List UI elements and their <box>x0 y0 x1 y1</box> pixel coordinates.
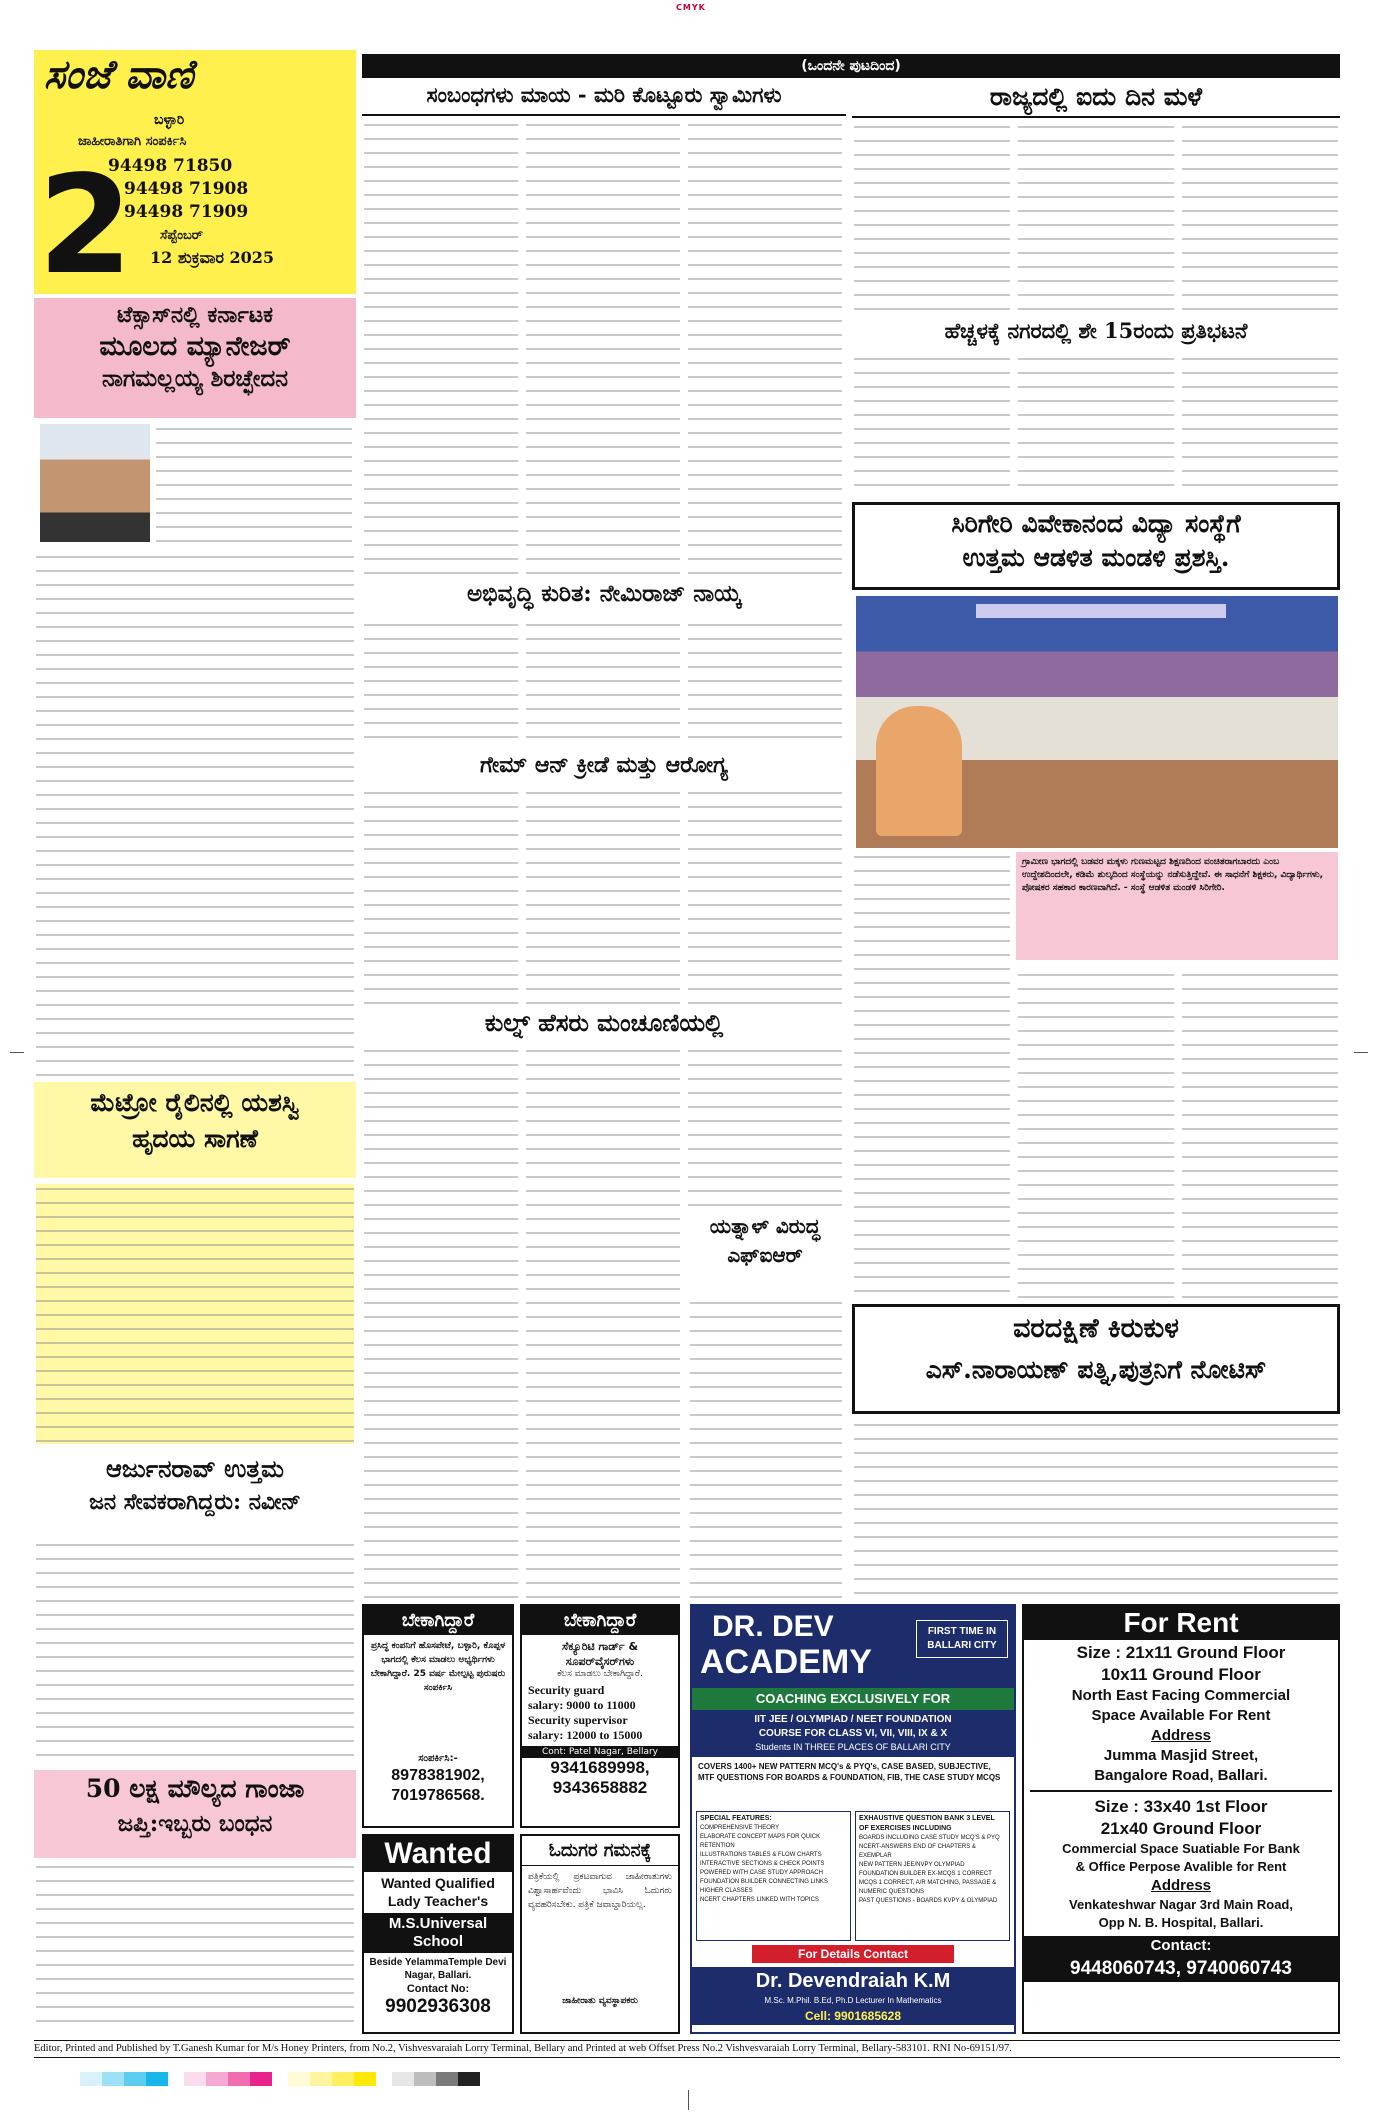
yathnal-headline-line-2: ಎಫ್‌ಐಆರ್ <box>727 1243 803 1267</box>
ad-academy-course-2: COURSE FOR CLASS VI, VII, VIII, IX & X <box>758 1728 948 1739</box>
masthead-phone-3: 94498 71909 <box>124 202 249 222</box>
ad-job-contact-label: ಸಂಪರ್ಕಿಸಿ:- <box>418 1753 458 1764</box>
ad-academy-lists <box>692 1811 1014 1941</box>
ad-academy-name-1: DR. DEV <box>712 1610 834 1643</box>
metro-body <box>36 1184 354 1444</box>
ad-security-phone-1: 9341689998, <box>550 1758 650 1777</box>
texas-portrait-photo <box>40 424 150 542</box>
ganja-headline-line-2: ಜಪ್ತಿ:ಇಬ್ಬರು ಬಂಧನ <box>117 1810 273 1838</box>
ad-academy-header <box>692 1606 1014 1688</box>
crop-mark-left <box>10 1052 24 1053</box>
cyan-swatches <box>80 2072 168 2086</box>
yellow-swatches <box>288 2072 376 2086</box>
swamiji-headline: ಸಂಬಂಧಗಳು ಮಾಯ - ಮರಿ ಕೊಟ್ಟೂರು ಸ್ವಾಮಿಗಳು <box>426 82 782 107</box>
ad-rent-address-label: Address <box>1150 1727 1212 1744</box>
masthead-phone-2: 94498 71908 <box>124 179 249 199</box>
ad-rent-address-3: Venkateshwar Nagar 3rd Main Road, <box>1069 1897 1293 1912</box>
protest-headline: ಹೆಚ್ಚಳಕ್ಕೆ ನಗರದಲ್ಲಿ ಶೇ 15ರಂದು ಪ್ರತಿಭಟನೆ <box>944 318 1248 343</box>
ad-readers-notice <box>520 1834 680 2034</box>
ad-job-phones: 8978381902, 7019786568. <box>391 1767 485 1804</box>
sirigeri-quote-box: ಗ್ರಾಮೀಣ ಭಾಗದಲ್ಲಿ ಬಡವರ ಮಕ್ಕಳು ಗುಣಮಟ್ಟದ ಶಿಕ್ಷಣದಿಂದ ವಂಚಿತರಾಗಬಾರದು ಎಂಬ ಉದ್ದೇಶದಿಂದಲೇ, ಕಡಿಮೆ ಶುಲ್ಕದಿಂದ ಸಂಸ್ಥೆಯನ್ನು ನಡೆಸುತ್ತಿದ್ದೇವೆ. ಈ ಸಾಧನೆಗೆ ಶಿಕ್ಷಕರು, ವಿದ್ಯಾರ್ಥಿಗಳು, ಪೋಷಕರ ಸಹಕಾರ ಕಾರಣವಾಗಿದೆ. - ಸಂಸ್ಥೆ ಆಡಳಿತ ಮಂಡಳಿ ಸಿರಿಗೇರಿ. <box>1016 852 1338 960</box>
ad-security-title: ಬೇಕಾಗಿದ್ದಾರೆ <box>522 1606 678 1635</box>
sirigeri-headline <box>852 502 1340 590</box>
ad-academy-person: Dr. Devendraiah K.M <box>692 1967 1014 1995</box>
black-swatches <box>392 2072 480 2086</box>
ad-academy-course-1: IIT JEE / OLYMPIAD / NEET FOUNDATION <box>754 1714 952 1725</box>
masthead-month: ಸೆಪ್ಟೆಂಬರ್ <box>160 228 203 243</box>
ad-academy-bank-item: PAST QUESTIONS - BOARDS KVPY & OLYMPIAD <box>859 1898 998 1904</box>
ad-job-wanted <box>362 1604 514 1828</box>
texas-headline <box>34 298 356 418</box>
ad-security-subtitle: ಸೆಕ್ಯೂರಿಟಿ ಗಾರ್ಡ್ & ಸೂಪರ್‌ವೈಸರ್‌ಗಳು <box>561 1640 639 1668</box>
masthead-phone-1: 94498 71850 <box>108 156 233 176</box>
swamiji-body-col-2 <box>526 120 680 576</box>
protest-body-col-2 <box>1018 354 1174 494</box>
sirigeri-body-col-3 <box>1182 970 1338 1298</box>
ad-school-address: Beside YelammaTemple Devi Nagar, Ballari. <box>369 1957 507 1981</box>
ad-school-phone: 9902936308 <box>385 1996 491 2017</box>
rain-rule <box>852 116 1340 118</box>
ad-security-line-1: Security guard <box>528 1683 605 1697</box>
sirigeri-award-photo <box>856 596 1338 848</box>
ad-readers-sign: ಜಾಹೀರಾತು ವ್ಯವಸ್ಥಾಪಕರು <box>562 1996 638 2006</box>
ad-academy-qual: M.Sc. M.Phil. B.Ed, Ph.D Lecturer In Mathematics <box>692 1995 1014 2007</box>
yathnal-headline-line-1: ಯತ್ನಾಳ್ ವಿರುದ್ಧ <box>709 1214 821 1238</box>
ad-rent-size-1: Size : 21x11 Ground Floor <box>1076 1643 1286 1662</box>
ad-security-phone-2: 9343658882 <box>552 1778 648 1797</box>
kurnool-headline: ಕುಲ್ನ್ ಹೆಸರು ಮಂಚೂಣಿಯಲ್ಲಿ <box>484 1008 724 1037</box>
ad-academy-name-2: ACADEMY <box>700 1643 872 1681</box>
ad-rent-address-label-2: Address <box>1150 1877 1212 1894</box>
ad-security <box>520 1604 680 1828</box>
ad-academy-feature: HIGHER CLASSES <box>700 1888 753 1894</box>
ad-school-line-1: Wanted Qualified <box>381 1875 495 1891</box>
arjunrao-body <box>36 1540 354 1764</box>
masthead-page-number: 2 <box>38 147 133 294</box>
ad-rent-address-2: Bangalore Road, Ballari. <box>1094 1767 1268 1784</box>
ad-academy-bank-item: BOARDS INCLUDING CASE STUDY MCQ'S & PYQ <box>859 1835 1000 1841</box>
ad-rent-title: For Rent <box>1024 1606 1338 1640</box>
texas-body-2 <box>36 552 354 1076</box>
texas-headline-line-2: ಮೂಲದ ಮ್ಯಾನೇಜರ್ <box>99 331 291 363</box>
ad-academy-bank-item: FOUNDATION BUILDER EX-MCQS 1 CORRECT <box>859 1871 992 1877</box>
sirigeri-headline-line-2: ಉತ್ತಮ ಆಡಳಿತ ಮಂಡಳಿ ಪ್ರಶಸ್ತಿ. <box>962 543 1230 573</box>
ad-rent-size-3: Size : 33x40 1st Floor <box>1094 1797 1268 1816</box>
ad-rent-desc-2: Space Available For Rent <box>1091 1707 1271 1724</box>
sirigeri-body-col-2 <box>1018 970 1174 1298</box>
nemiraj-body-col-1 <box>364 620 518 750</box>
texas-headline-line-3: ನಾಗಮಲ್ಲಯ್ಯ ಶಿರಚ್ಛೇದನ <box>101 365 289 393</box>
ganja-headline-line-1: 50 ಲಕ್ಷ ಮೌಲ್ಯದ ಗಾಂಜಾ <box>85 1774 305 1803</box>
ad-academy-bank-item: MCQS 1 CORRECT, A/R MATCHING, PASSAGE & NUMERIC QUESTIONS <box>859 1880 997 1895</box>
ad-rent-desc-3: Commercial Space Suatiable For Bank <box>1062 1841 1300 1856</box>
nemiraj-body-col-2 <box>526 620 680 750</box>
rain-body-col-1 <box>854 122 1010 318</box>
rain-body-col-2 <box>1018 122 1174 318</box>
ad-academy-bank-item: NEW PATTERN JEE/NVPY OLYMPIAD <box>859 1862 965 1868</box>
ad-academy-feature: NCERT CHAPTERS LINKED WITH TOPICS <box>700 1897 819 1903</box>
magenta-swatches <box>184 2072 272 2086</box>
ad-academy-bank-item: NCERT-ANSWERS END OF CHAPTERS & EXEMPLAR <box>859 1844 976 1859</box>
ad-academy-badge: FIRST TIME IN BALLARI CITY <box>916 1620 1008 1658</box>
masthead-city: ಬಳ್ಳಾರಿ <box>154 112 185 128</box>
ad-rent-desc-4: & Office Perpose Avalible for Rent <box>1075 1859 1287 1874</box>
kurnool-body-col-2 <box>526 1046 680 1598</box>
ad-academy-cell: Cell: 9901685628 <box>692 2007 1014 2025</box>
metro-headline-line-2: ಹೃದಯ ಸಾಗಣೆ <box>132 1124 258 1154</box>
rain-body-col-3 <box>1182 122 1338 318</box>
ad-academy-bank-label: EXHAUSTIVE QUESTION BANK 3 LEVEL OF EXERCISES INCLUDING <box>859 1815 995 1832</box>
ad-rent-desc-1: North East Facing Commercial <box>1071 1687 1291 1704</box>
section-label-bar: (ಒಂದನೇ ಪುಟದಿಂದ) <box>362 54 1340 78</box>
notice-headline <box>852 1304 1340 1414</box>
masthead <box>34 50 356 294</box>
metro-headline <box>34 1082 356 1178</box>
ad-school-contact-label: Contact No: <box>406 1983 470 1995</box>
game-body-col-1 <box>364 788 518 1008</box>
ad-academy <box>690 1604 1016 2034</box>
swamiji-rule <box>362 114 846 116</box>
texas-headline-line-1: ಟೆಕ್ಸಾಸ್‌ನಲ್ಲಿ ಕರ್ನಾಟಕ <box>117 302 273 328</box>
ad-rent-size-2: 10x11 Ground Floor <box>1101 1665 1261 1684</box>
arjunrao-headline-line-1: ಆರ್ಜುನರಾವ್ ಉತ್ತಮ <box>106 1454 284 1483</box>
yathnal-headline <box>688 1212 842 1292</box>
ad-readers-title: ಓದುಗರ ಗಮನಕ್ಕೆ <box>522 1836 678 1866</box>
sirigeri-headline-line-1: ಸಿರಿಗೇರಿ ವಿವೇಕಾನಂದ ವಿದ್ಯಾ ಸಂಸ್ಥೆಗೆ <box>951 509 1241 538</box>
ad-academy-bank <box>855 1811 1010 1941</box>
kurnool-body-col-3 <box>688 1046 842 1206</box>
arjunrao-headline <box>34 1450 356 1534</box>
ad-for-rent <box>1022 1604 1340 2034</box>
nemiraj-headline: ಅಭಿವೃದ್ಧಿ ಕುರಿತ: ನೇಮಿರಾಜ್ ನಾಯ್ಕ <box>466 580 741 607</box>
ad-academy-feature: INTERACTIVE SECTIONS & CHECK POINTS <box>700 1861 825 1867</box>
ad-security-subtitle-2: ಕೆಲಸ ಮಾಡಲು ಬೇಕಾಗಿದ್ದಾರೆ. <box>557 1669 643 1679</box>
game-body-col-3 <box>688 788 842 1008</box>
kurnool-body-col-1 <box>364 1046 518 1598</box>
texas-body-1 <box>156 424 352 550</box>
ad-security-line-2: salary: 9000 to 11000 <box>528 1698 636 1712</box>
game-headline: ಗೇಮ್ ಆನ್ ಕ್ರೀಡೆ ಮತ್ತು ಆರೋಗ್ಯ <box>480 752 728 778</box>
swamiji-body-col-1 <box>364 120 518 576</box>
ad-job-text: ಪ್ರಸಿದ್ಧ ಕಂಪನಿಗೆ ಹೊಸಪೇಟೆ, ಬಳ್ಳಾರಿ, ಕೊಪ್ಪಳ ಭಾಗದಲ್ಲಿ ಕೆಲಸ ಮಾಡಲು ಅಭ್ಯರ್ಥಿಗಳು ಬೇಕಾಗಿದ್ದಾರೆ. 25 ವರ್ಷ ಮೇಲ್ಪಟ್ಟ ಪುರುಷರು ಸಂಪರ್ಕಿಸಿ <box>370 1641 506 1693</box>
masthead-date: 12 ಶುಕ್ರವಾರ 2025 <box>150 248 275 267</box>
ad-rent-phones: 9448060743, 9740060743 <box>1024 1956 1338 1982</box>
ganja-body <box>36 1862 354 2034</box>
ad-readers-text: ಪತ್ರಿಕೆಯಲ್ಲಿ ಪ್ರಕಟವಾಗುವ ಜಾಹೀರಾತುಗಳು ವಿಶ್ವಾಸಾರ್ಹವೆಂದು ಭಾವಿಸಿ ಓದುಗರು ವ್ಯವಹರಿಸಬೇಕು. ಪತ್ರಿಕೆ ಜವಾಬ್ದಾರಿಯಲ್ಲ. <box>528 1872 672 1910</box>
cmyk-marker: CMYK <box>676 3 706 12</box>
ad-rent-size-4: 21x40 Ground Floor <box>1100 1819 1262 1838</box>
yathnal-body <box>690 1298 842 1598</box>
sirigeri-photo-banner <box>976 604 1226 618</box>
color-registration-bar <box>80 2072 680 2086</box>
protest-body-col-1 <box>854 354 1010 494</box>
ad-academy-feature: ELABORATE CONCEPT MAPS FOR QUICK RETENTION <box>700 1834 821 1849</box>
ad-security-line-3: Security supervisor <box>528 1713 628 1727</box>
nemiraj-body-col-3 <box>688 620 842 750</box>
sirigeri-body-col-1 <box>854 852 1010 1298</box>
ad-rent-contact-label: Contact: <box>1024 1936 1338 1956</box>
ad-academy-courses <box>692 1710 1014 1757</box>
ad-academy-feature: COMPREHENSIVE THEORY <box>700 1825 780 1831</box>
ad-rent-address-1: Jumma Masjid Street, <box>1103 1747 1259 1764</box>
ad-school-name: M.S.Universal School <box>364 1913 512 1953</box>
notice-body <box>854 1420 1338 1596</box>
notice-headline-line-2: ಎಸ್.ನಾರಾಯಣ್ ಪತ್ನಿ,ಪುತ್ರನಿಗೆ ನೋಟಿಸ್ <box>925 1355 1267 1385</box>
ad-rent-divider <box>1030 1790 1332 1792</box>
crop-mark-right <box>1354 1052 1368 1053</box>
ad-rent-address-4: Opp N. B. Hospital, Ballari. <box>1098 1915 1264 1930</box>
notice-headline-line-1: ವರದಕ್ಷಿಣೆ ಕಿರುಕುಳ <box>1013 1313 1179 1344</box>
sirigeri-photo-portrait <box>876 706 962 836</box>
ad-academy-feature: POWERED WITH CASE STUDY APPROACH <box>700 1870 823 1876</box>
ad-job-title: ಬೇಕಾಗಿದ್ದಾರೆ <box>364 1606 512 1635</box>
ad-academy-feature: FOUNDATION BUILDER CONNECTING LINKS <box>700 1879 828 1885</box>
crop-mark-bottom <box>688 2090 689 2110</box>
ad-school-title: Wanted <box>364 1836 512 1872</box>
rain-headline: ರಾಜ್ಯದಲ್ಲಿ ಐದು ದಿನ ಮಳೆ <box>989 82 1203 111</box>
ad-academy-ribbon: COACHING EXCLUSIVELY FOR <box>692 1688 1014 1710</box>
masthead-contact-label: ಜಾಹೀರಾತಿಗಾಗಿ ಸಂಪರ್ಕಿಸಿ <box>78 134 187 149</box>
game-body-col-2 <box>526 788 680 1008</box>
footer-imprint: Editor, Printed and Published by T.Ganesh Kumar for M/s Honey Printers, from No.2, Vishvesvaraiah Lorry Terminal, Bellary and Printed at web Offset Press No.2 Vishvesvaraiah Lorry Terminal, Bellary-583101. RNI No-69151/97. <box>34 2040 1340 2058</box>
ad-academy-details: For Details Contact <box>752 1945 954 1963</box>
ganja-headline <box>34 1770 356 1858</box>
metro-headline-line-1: ಮೆಟ್ರೋ ರೈಲಿನಲ್ಲಿ ಯಶಸ್ವಿ <box>90 1088 300 1117</box>
ad-school-line-2: Lady Teacher's <box>387 1893 489 1909</box>
ad-school <box>362 1834 514 2034</box>
arjunrao-headline-line-2: ಜನ ಸೇವಕರಾಗಿದ್ದರು: ನವೀನ್ <box>89 1489 301 1516</box>
masthead-title: ಸಂಜೆ ವಾಣಿ <box>44 51 194 98</box>
ad-academy-features <box>696 1811 851 1941</box>
ad-academy-features-label: SPECIAL FEATURES: <box>700 1815 772 1822</box>
ad-academy-course-3: Students IN THREE PLACES OF BALLARI CITY <box>755 1742 951 1752</box>
ad-security-line-4: salary: 12000 to 15000 <box>528 1728 643 1742</box>
protest-body-col-3 <box>1182 354 1338 494</box>
ad-security-contact: Cont: Patel Nagar, Bellary <box>522 1746 678 1758</box>
ad-academy-covers: COVERS 1400+ NEW PATTERN MCQ's & PYQ's, CASE BASED, SUBJECTIVE, MTF QUESTIONS FOR BOARDS & FOUNDATION, FIB, THE CASE STUDY MCQS <box>698 1762 1001 1782</box>
swamiji-body-col-3 <box>688 120 842 576</box>
ad-academy-feature: ILLUSTRATIONS TABLES & FLOW CHARTS <box>700 1852 822 1858</box>
